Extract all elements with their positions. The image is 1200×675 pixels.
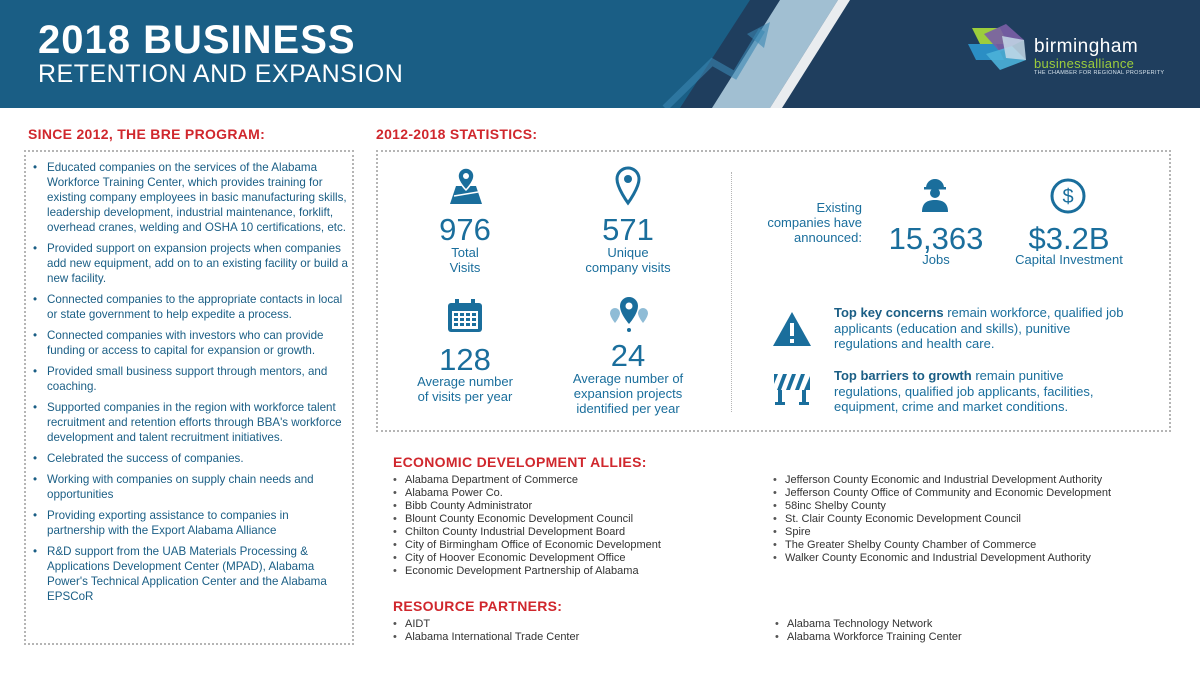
partners-section-title: RESOURCE PARTNERS: — [393, 598, 563, 614]
calendar-icon — [446, 298, 484, 334]
dollar-icon — [1049, 177, 1087, 215]
list-item: • City of Hoover Economic Development Office — [393, 552, 763, 565]
list-item: • City of Birmingham Office of Economic Development — [393, 539, 763, 552]
map-icon — [446, 166, 486, 206]
announced-label-2: companies have — [767, 215, 862, 230]
location-pin-icon — [614, 166, 642, 206]
announced-label-1: Existing — [816, 200, 862, 215]
logo-name: birmingham — [1034, 36, 1139, 57]
list-item: • Bibb County Administrator — [393, 500, 763, 513]
bre-item: • Provided small business support through mentors, and coaching. — [30, 364, 348, 394]
bre-section-title: SINCE 2012, THE BRE PROGRAM: — [28, 126, 266, 142]
list-item: • St. Clair County Economic Development Council — [773, 513, 1183, 526]
stats-section-title: 2012-2018 STATISTICS: — [376, 126, 538, 142]
unique-visits-value: 571 — [602, 212, 654, 247]
header-banner — [0, 0, 1200, 108]
list-item: • 58inc Shelby County — [773, 500, 1183, 513]
avg-projects-label-1: Average number of — [572, 371, 684, 386]
bre-item: • Working with companies on supply chain needs and opportunities — [30, 472, 348, 502]
list-item: • Alabama Department of Commerce — [393, 474, 763, 487]
avg-visits-value: 128 — [439, 342, 491, 377]
avg-projects-label-2: expansion projects — [573, 386, 683, 401]
bre-item: • Connected companies with investors who can provide funding or access to capital for expansion or growth. — [30, 328, 348, 358]
total-visits-label-1: Total — [451, 245, 479, 260]
svg-text:$: $ — [1062, 186, 1074, 208]
list-item: • Alabama International Trade Center — [393, 631, 763, 644]
bre-item: • Providing exporting assistance to companies in partnership with the Export Alabama Alliance — [30, 508, 348, 538]
list-item: • Walker County Economic and Industrial Development Authority — [773, 552, 1183, 565]
allies-list-col2 — [773, 474, 1183, 565]
barrier-icon — [772, 370, 812, 406]
worker-icon — [920, 177, 950, 213]
barriers-paragraph — [834, 368, 1134, 415]
partners-list-col2 — [775, 618, 1175, 644]
bre-item: • Supported companies in the region with workforce talent recruitment and retention efforts through BBA's workforce development and talent recruitment initiatives. — [30, 400, 348, 445]
total-visits-label-2: Visits — [449, 260, 481, 275]
announced-label-3: announced: — [794, 230, 862, 245]
unique-visits-label-2: company visits — [585, 260, 671, 275]
bre-item: • Educated companies on the services of the Alabama Workforce Training Center, which provides training for existing company employees in basic manufacturing skills, leadership development, industrial maintenance, forklift, overhead cranes, welding and OSHA 10 certifications, etc. — [30, 160, 348, 235]
bre-item: • Connected companies to the appropriate contacts in local or state government to help expedite a process. — [30, 292, 348, 322]
list-item: • Jefferson County Economic and Industrial Development Authority — [773, 474, 1183, 487]
barriers-bold: Top barriers to growth — [834, 368, 972, 383]
jobs-label: Jobs — [922, 252, 950, 267]
warning-icon — [771, 310, 813, 348]
list-item: • The Greater Shelby County Chamber of Commerce — [773, 539, 1183, 552]
concerns-text: remain workforce, qualified job applicants (education and skills), punitive regulations and health care. — [834, 305, 1124, 351]
unique-visits-label-1: Unique — [607, 245, 649, 260]
avg-visits-label-1: Average number — [417, 374, 513, 389]
capital-label: Capital Investment — [1015, 252, 1123, 267]
list-item: • Alabama Workforce Training Center — [775, 631, 1175, 644]
list-item: • Blount County Economic Development Council — [393, 513, 763, 526]
bre-item: • Celebrated the success of companies. — [30, 451, 348, 466]
stats-divider — [731, 172, 732, 412]
capital-value: $3.2B — [1028, 221, 1110, 256]
logo-sub: businessalliance — [1034, 56, 1135, 71]
allies-list-col1 — [393, 474, 763, 578]
partners-list-col1 — [393, 618, 763, 644]
bre-item: • Provided support on expansion projects when companies add new equipment, add on to an existing facility or build a new facility. — [30, 241, 348, 286]
locations-icon — [608, 296, 650, 334]
list-item: • Alabama Technology Network — [775, 618, 1175, 631]
bre-item: • R&D support from the UAB Materials Processing & Applications Development Center (MPAD), Alabama Power's Technical Application Center and the Alabama EPSCoR — [30, 544, 348, 604]
list-item: • Spire — [773, 526, 1183, 539]
total-visits-value: 976 — [439, 212, 491, 247]
list-item: • Chilton County Industrial Development Board — [393, 526, 763, 539]
list-item: • Jefferson County Office of Community and Economic Development — [773, 487, 1183, 500]
bre-list — [30, 160, 348, 610]
list-item: • Alabama Power Co. — [393, 487, 763, 500]
page-subtitle: RETENTION AND EXPANSION — [38, 60, 404, 88]
concerns-paragraph — [834, 305, 1134, 352]
logo-tagline: THE CHAMBER FOR REGIONAL PROSPERITY — [1034, 70, 1165, 76]
allies-section-title: ECONOMIC DEVELOPMENT ALLIES: — [393, 454, 647, 470]
jobs-value: 15,363 — [888, 221, 984, 256]
list-item: • Economic Development Partnership of Alabama — [393, 565, 763, 578]
avg-visits-label-2: of visits per year — [417, 389, 513, 404]
avg-projects-label-3: identified per year — [576, 401, 680, 416]
barriers-text: remain punitive regulations, qualified job applicants, facilities, equipment, crime and market conditions. — [834, 368, 1094, 414]
page-title: 2018 BUSINESS — [38, 18, 356, 62]
avg-projects-value: 24 — [610, 338, 646, 373]
list-item: • AIDT — [393, 618, 763, 631]
concerns-bold: Top key concerns — [834, 305, 944, 320]
